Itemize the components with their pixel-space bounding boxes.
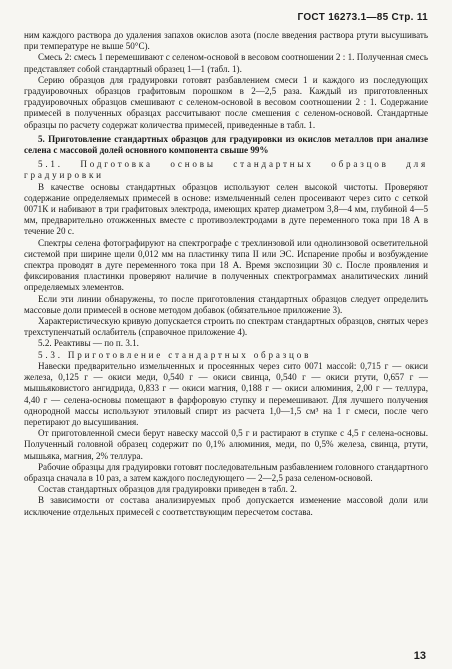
subsection-heading: 5.1. Подготовка основы стандартных образцов для градуировки bbox=[24, 159, 428, 181]
paragraph: Серию образцов для градуировки готовят разбавлением смеси 1 и каждого из последующих градуировочных образцов графитовым порошком в 2—2,5 раза. Каждый из приготовленных градуировочных образцов смешивают с селеном-основой в весовом соотношении 2 : 1. Содержание примесей в полученных образцах рассчитывают после смешения с селеном-основой. Стандартные образцы по расчету содержат количества примесей, приведенные в табл. 1. bbox=[24, 74, 428, 130]
paragraph: В зависимости от состава анализируемых проб допускается изменение массовой доли или исключение отдельных примесей с соответствующим пересчетом состава. bbox=[24, 495, 428, 517]
paragraph: Спектры селена фотографируют на спектрографе с трехлинзовой или однолинзовой осветительной системой при ширине щели 0,012 мм на пластинку типа II или ЭС. Испарение пробы и возбуждение спектра проводят в дуге переменного тока при 18 А. Время экспозиции 30 с. После проявления и фиксирования пластинки проверяют наличие в полученных спектрограммах аналитических линий определяемых элементов. bbox=[24, 237, 428, 293]
page-body bbox=[24, 30, 428, 518]
paragraph: От приготовленной смеси берут навеску массой 0,5 г и растирают в ступке с 4,5 г селена-основы. Полученный головной образец содержит по 0,1% алюминия, меди, по 0,5% железа, свинца, ртути, мышьяка, магния, 2% теллура. bbox=[24, 428, 428, 461]
paragraph: Рабочие образцы для градуировки готовят последовательным разбавлением головного стандартного образца сначала в 10 раз, а затем каждого последующего — 2—2,5 раза селеном-основой. bbox=[24, 461, 428, 483]
section-heading: 5. Приготовление стандартных образцов для градуировки из окислов металлов при анализе селена с массовой долей основного компонента свыше 99% bbox=[24, 133, 428, 156]
paragraph: Если эти линии обнаружены, то после приготовления стандартных образцов следует определить массовые доли примесей в основе методом добавок (обязательное приложение 3). bbox=[24, 293, 428, 315]
page-header: ГОСТ 16273.1—85 Стр. 11 bbox=[297, 12, 428, 23]
page-number: 13 bbox=[413, 650, 426, 662]
paragraph: Характеристическую кривую допускается строить по спектрам стандартных образцов, снятых через трехступенчатый ослабитель (справочное приложение 4). bbox=[24, 316, 429, 338]
subsection-heading: 5.3. Приготовление стандартных образцов bbox=[38, 349, 312, 360]
paragraph: В качестве основы стандартных образцов используют селен высокой чистоты. Проверяют содержание определяемых примесей в основе: измельченный селен просеивают через сито с сеткой 0071К и набивают в три графитовых электрода, имеющих кратер диаметром 3,8—4 мм, глубиной 4—5 мм, предварительно отожженных вместе с противоэлектродами в дуге переменного тока при 18 А в течение 20 с. bbox=[24, 181, 428, 237]
paragraph: ним каждого раствора до удаления запахов окислов азота (после введения раствора ртути высушивать при температуре не выше 50°С). bbox=[24, 30, 428, 52]
paragraph: Навески предварительно измельченных и просеянных через сито 0071 массой: 0,715 г — окиси железа, 0,125 г — окиси меди, 0,540 г — окиси свинца, 0,540 г — окиси ртути, 0,657 г — мышьяковистого ангидрида, 0,833 г — окиси магния, 0,188 г — окиси алюминия, 2,00 г — теллура, 4,40 г — селена-основы помещают в фарфоровую ступку и перемешивают. Для лучшего получения однородной массы используют этиловый спирт из расчета 1,0—1,5 см³ на 1 г смеси, после чего перетирают до высушивания. bbox=[24, 360, 428, 427]
paragraph: Состав стандартных образцов для градуировки приведен в табл. 2. bbox=[38, 484, 297, 495]
subsection-heading: 5.2. Реактивы — по п. 3.1. bbox=[38, 338, 139, 349]
paragraph: Смесь 2: смесь 1 перемешивают с селеном-основой в весовом соотношении 2 : 1. Полученная смесь представляет собой стандартный образец 1—1 (табл. 1). bbox=[24, 52, 428, 74]
